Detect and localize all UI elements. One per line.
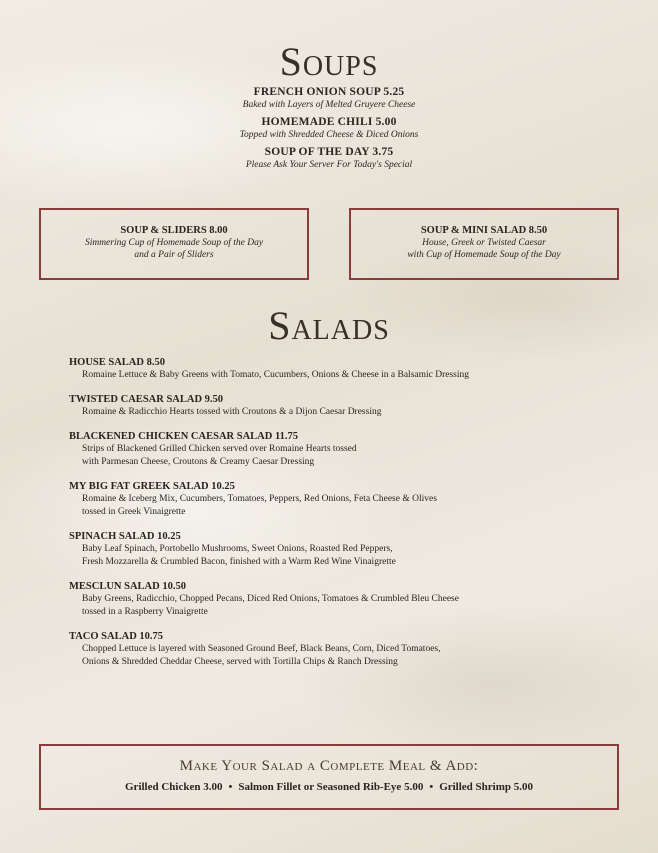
soup-list (0, 85, 658, 175)
salads-title: Salads (268, 303, 390, 348)
soup-description: Baked with Layers of Melted Gruyere Cheese (242, 100, 416, 110)
salad-description: Fresh Mozzarella & Crumbled Bacon, finished with a Warm Red Wine Vinaigrette (82, 557, 396, 567)
salad-name: MY BIG FAT GREEK SALAD 10.25 (69, 481, 235, 492)
soups-title: Soups (279, 39, 379, 84)
combo-name: SOUP & SLIDERS 8.00 (120, 225, 228, 236)
addon-item-chicken: Grilled Chicken 3.00 (125, 781, 223, 793)
salad-description: tossed in a Raspberry Vinaigrette (82, 607, 208, 617)
combo-box-soup-mini-salad (349, 208, 619, 280)
salad-description: Romaine & Iceberg Mix, Cucumbers, Tomatoes, Peppers, Red Onions, Feta Cheese & Olives (82, 494, 437, 504)
bullet-separator: • (429, 781, 434, 793)
salad-description: Strips of Blackened Grilled Chicken served over Romaine Hearts tossed (82, 444, 357, 454)
salad-name: BLACKENED CHICKEN CAESAR SALAD 11.75 (69, 431, 298, 442)
soup-item (0, 145, 658, 172)
salad-description: Romaine & Radicchio Hearts tossed with Croutons & a Dijon Caesar Dressing (82, 407, 382, 417)
salad-item (69, 430, 629, 469)
addon-item-salmon-ribeye: Salmon Fillet or Seasoned Rib-Eye 5.00 (238, 781, 424, 793)
salad-name: MESCLUN SALAD 10.50 (69, 581, 186, 592)
salad-item (69, 393, 629, 419)
bullet-separator: • (228, 781, 233, 793)
salad-item (69, 480, 629, 519)
salad-item (69, 530, 629, 569)
salad-item (69, 580, 629, 619)
soup-description: Please Ask Your Server For Today's Special (245, 160, 413, 170)
soup-name: FRENCH ONION SOUP 5.25 (253, 86, 405, 98)
combo-description: House, Greek or Twisted Caesar (422, 238, 546, 248)
salad-description: Baby Leaf Spinach, Portobello Mushrooms, Sweet Onions, Roasted Red Peppers, (82, 544, 393, 554)
salad-name: HOUSE SALAD 8.50 (69, 357, 165, 368)
addon-item-shrimp: Grilled Shrimp 5.00 (439, 781, 533, 793)
addon-title: Make Your Salad a Complete Meal & Add: (179, 758, 479, 774)
salad-item (69, 356, 629, 382)
combo-box-soup-sliders (39, 208, 309, 280)
salad-name: TACO SALAD 10.75 (69, 631, 164, 642)
soup-description: Topped with Shredded Cheese & Diced Onions (239, 130, 419, 140)
combo-description: with Cup of Homemade Soup of the Day (407, 250, 561, 260)
addon-items (41, 781, 617, 793)
salad-item (69, 630, 629, 669)
addon-box (39, 744, 619, 810)
combo-name: SOUP & MINI SALAD 8.50 (420, 225, 548, 236)
soup-name: SOUP OF THE DAY 3.75 (264, 146, 394, 158)
combo-description: Simmering Cup of Homemade Soup of the Day (84, 238, 264, 248)
salad-name: SPINACH SALAD 10.25 (69, 531, 181, 542)
soup-item (0, 115, 658, 142)
salad-list (69, 356, 629, 680)
salad-description: Chopped Lettuce is layered with Seasoned Ground Beef, Black Beans, Corn, Diced Tomatoes, (82, 644, 441, 654)
salad-description: Baby Greens, Radicchio, Chopped Pecans, Diced Red Onions, Tomatoes & Crumbled Bleu Cheese (82, 594, 459, 604)
soup-item (0, 85, 658, 112)
salad-name: TWISTED CAESAR SALAD 9.50 (69, 394, 224, 405)
salad-description: Romaine Lettuce & Baby Greens with Tomato, Cucumbers, Onions & Cheese in a Balsamic Dressing (82, 370, 469, 380)
soup-name: HOMEMADE CHILI 5.00 (261, 116, 397, 128)
salad-description: tossed in Greek Vinaigrette (82, 507, 186, 517)
combo-description: and a Pair of Sliders (134, 250, 214, 260)
salad-description: Onions & Shredded Cheddar Cheese, served with Tortilla Chips & Ranch Dressing (82, 657, 398, 667)
salad-description: with Parmesan Cheese, Croutons & Creamy Caesar Dressing (82, 457, 315, 467)
